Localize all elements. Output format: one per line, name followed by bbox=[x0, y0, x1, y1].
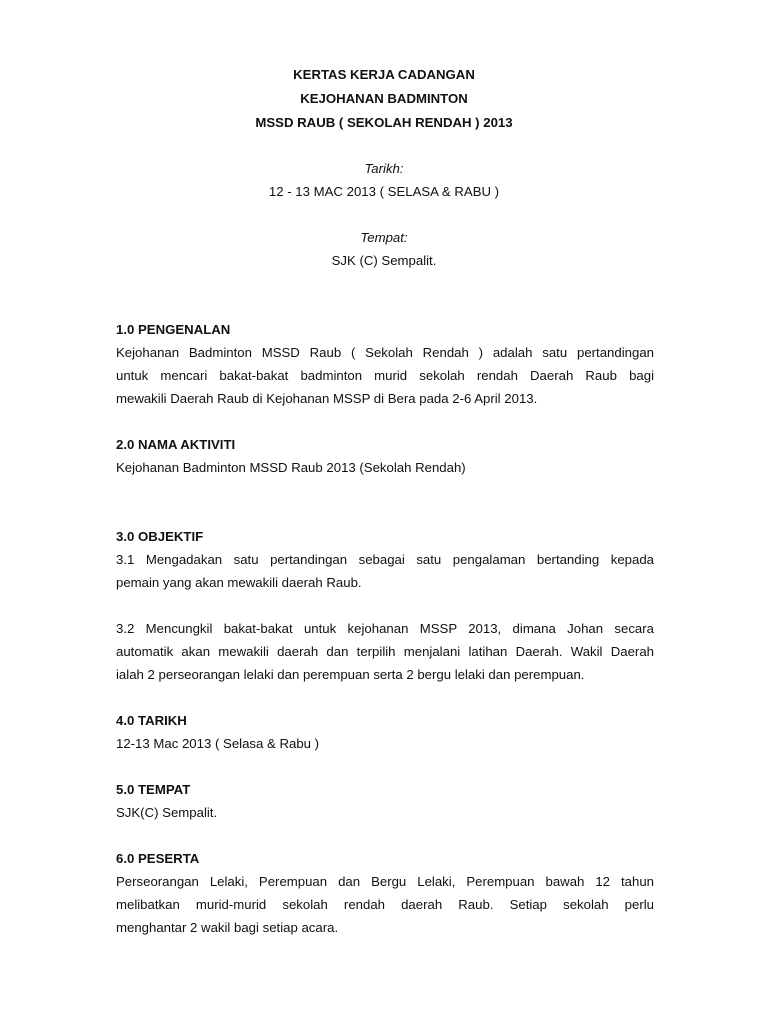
paragraph-line: mewakili Daerah Raub di Kejohanan MSSP di Bera pada 2-6 April 2013. bbox=[116, 391, 538, 406]
paragraph-line: 3.2 Mencungkil bakat-bakat untuk kejohanan MSSP 2013, dimana Johan secara bbox=[116, 621, 654, 636]
date-label: Tarikh: bbox=[364, 161, 404, 176]
paragraph-line: menghantar 2 wakil bagi setiap acara. bbox=[116, 920, 339, 935]
paragraph-line: 12-13 Mac 2013 ( Selasa & Rabu ) bbox=[116, 736, 320, 751]
paragraph-line: pemain yang akan mewakili daerah Raub. bbox=[116, 575, 362, 590]
paragraph-line: ialah 2 perseorangan lelaki dan perempuan serta 2 bergu lelaki dan perempuan. bbox=[116, 667, 585, 682]
doc-title-line-2: KEJOHANAN BADMINTON bbox=[300, 91, 468, 106]
paragraph-line: Perseorangan Lelaki, Perempuan dan Bergu Lelaki, Perempuan bawah 12 tahun bbox=[116, 874, 654, 889]
section-heading-tarikh: 4.0 TARIKH bbox=[116, 713, 187, 728]
paragraph-line: melibatkan murid-murid sekolah rendah daerah Raub. Setiap sekolah perlu bbox=[116, 897, 654, 912]
paragraph-line: Kejohanan Badminton MSSD Raub 2013 (Sekolah Rendah) bbox=[116, 460, 466, 475]
section-heading-pengenalan: 1.0 PENGENALAN bbox=[116, 322, 231, 337]
venue-value: SJK (C) Sempalit. bbox=[331, 253, 437, 268]
section-heading-objektif: 3.0 OBJEKTIF bbox=[116, 529, 204, 544]
paragraph-line: Kejohanan Badminton MSSD Raub ( Sekolah Rendah ) adalah satu pertandingan bbox=[116, 345, 654, 360]
date-value: 12 - 13 MAC 2013 ( SELASA & RABU ) bbox=[268, 184, 500, 199]
section-heading-tempat: 5.0 TEMPAT bbox=[116, 782, 191, 797]
paragraph-line: SJK(C) Sempalit. bbox=[116, 805, 218, 820]
venue-label: Tempat: bbox=[360, 230, 408, 245]
doc-title-line-1: KERTAS KERJA CADANGAN bbox=[293, 67, 475, 82]
section-heading-nama-aktiviti: 2.0 NAMA AKTIVITI bbox=[116, 437, 236, 452]
paragraph-line: automatik akan mewakili daerah dan terpilih menjalani latihan Daerah. Wakil Daerah bbox=[116, 644, 654, 659]
doc-title-line-3: MSSD RAUB ( SEKOLAH RENDAH ) 2013 bbox=[255, 115, 513, 130]
paragraph-line: untuk mencari bakat-bakat badminton murid sekolah rendah Daerah Raub bagi bbox=[116, 368, 654, 383]
section-heading-peserta: 6.0 PESERTA bbox=[116, 851, 200, 866]
paragraph-line: 3.1 Mengadakan satu pertandingan sebagai satu pengalaman bertanding kepada bbox=[116, 552, 654, 567]
